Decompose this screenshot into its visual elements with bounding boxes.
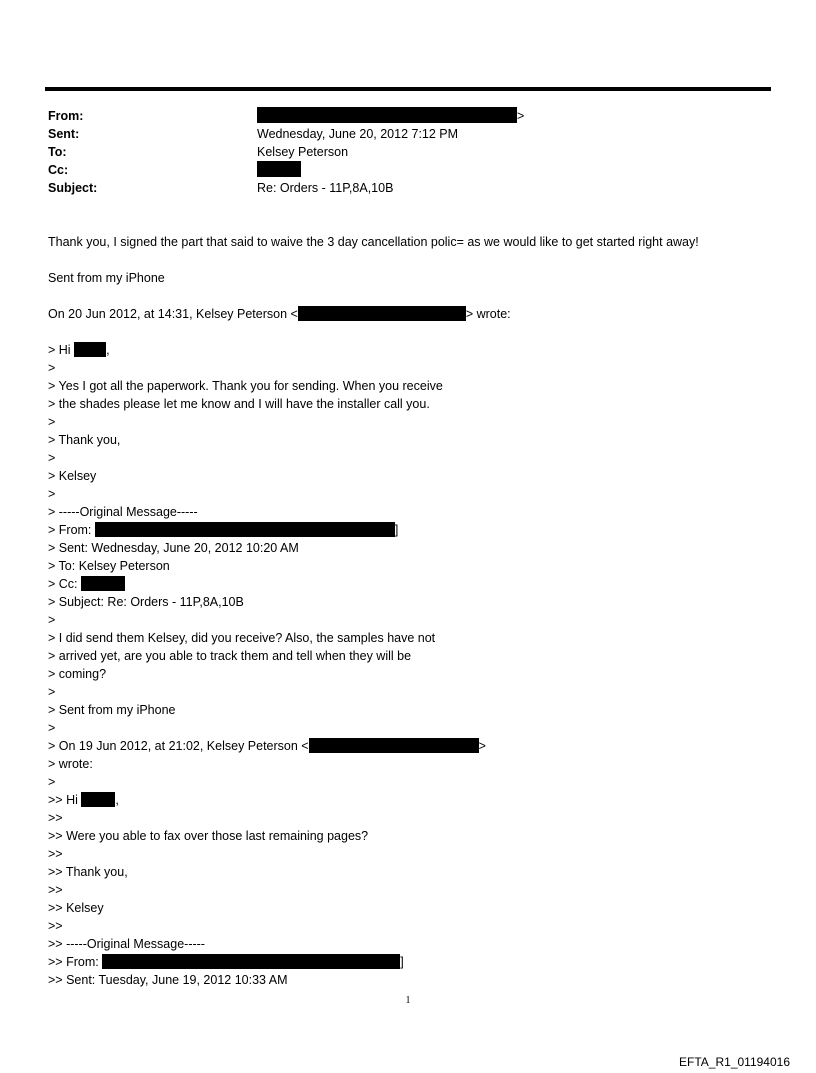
from-value: [257, 107, 524, 125]
redaction-box: [257, 161, 301, 177]
quote-line: [48, 953, 778, 971]
quote-line: [48, 341, 778, 359]
quote-line: >: [48, 451, 56, 465]
line-text: > Hi: [48, 343, 71, 357]
page-number: 1: [405, 995, 411, 1006]
body-line: [48, 305, 778, 323]
quote-line: > Subject: Re: Orders - 11P,8A,10B: [48, 595, 244, 609]
quote-line: > Sent from my iPhone: [48, 703, 176, 717]
subject-label: Subject:: [48, 181, 98, 195]
quote-line: > Thank you,: [48, 433, 121, 447]
header-rule: [45, 87, 771, 91]
line-text: >> Hi: [48, 793, 78, 807]
sent-label: Sent:: [48, 127, 80, 141]
subject-value: Re: Orders - 11P,8A,10B: [257, 181, 394, 195]
quote-line: >>: [48, 883, 63, 897]
to-value: Kelsey Peterson: [257, 145, 349, 159]
line-text: > On 19 Jun 2012, at 21:02, Kelsey Peterson <: [48, 739, 309, 753]
quote-line: [48, 737, 778, 755]
quote-line: > coming?: [48, 667, 107, 681]
line-text: ]: [394, 523, 399, 537]
quote-line: >> Kelsey: [48, 901, 104, 915]
redaction-box: [102, 954, 400, 969]
redaction-box: [74, 342, 106, 357]
body-line: Sent from my iPhone: [48, 271, 165, 285]
line-text: >> From:: [48, 955, 99, 969]
quote-line: >> Were you able to fax over those last remaining pages?: [48, 829, 369, 843]
quote-line: >: [48, 415, 56, 429]
quote-line: [48, 575, 778, 593]
quote-line: >> Sent: Tuesday, June 19, 2012 10:33 AM: [48, 973, 288, 987]
quote-line: >: [48, 487, 56, 501]
redaction-box: [257, 107, 517, 123]
quote-line: > -----Original Message-----: [48, 505, 198, 519]
line-text: On 20 Jun 2012, at 14:31, Kelsey Peterson <: [48, 307, 298, 321]
line-text: > Cc:: [48, 577, 78, 591]
quote-line: >>: [48, 919, 63, 933]
line-text: > wrote:: [465, 307, 511, 321]
redaction-box: [81, 576, 125, 591]
redaction-box: [309, 738, 479, 753]
quote-line: > the shades please let me know and I will have the installer call you.: [48, 397, 430, 411]
from-suffix: >: [517, 109, 525, 123]
quote-line: > I did send them Kelsey, did you receive? Also, the samples have not: [48, 631, 436, 645]
email-body: [48, 233, 778, 989]
quote-line: >: [48, 613, 56, 627]
line-text: > From:: [48, 523, 92, 537]
quote-line: > wrote:: [48, 757, 93, 771]
redaction-box: [95, 522, 395, 537]
quote-line: [48, 791, 778, 809]
cc-label: Cc:: [48, 163, 69, 177]
document-id: EFTA_R1_01194016: [679, 1055, 790, 1069]
quote-line: > Yes I got all the paperwork. Thank you for sending. When you receive: [48, 379, 443, 393]
quote-line: > Kelsey: [48, 469, 97, 483]
quote-line: >: [48, 685, 56, 699]
quote-line: >>: [48, 847, 63, 861]
quote-line: >: [48, 775, 56, 789]
quote-line: >>: [48, 811, 63, 825]
sent-value: Wednesday, June 20, 2012 7:12 PM: [257, 127, 459, 141]
line-text: ,: [106, 343, 110, 357]
quote-line: >> Thank you,: [48, 865, 128, 879]
line-text: ]: [400, 955, 404, 969]
body-line: Thank you, I signed the part that said to waive the 3 day cancellation polic= as we would like to get started right away!: [48, 235, 699, 249]
quote-line: [48, 521, 778, 539]
quote-line: > Sent: Wednesday, June 20, 2012 10:20 AM: [48, 541, 299, 555]
to-label: To:: [48, 145, 67, 159]
quote-line: >: [48, 361, 56, 375]
redaction-box: [298, 306, 466, 321]
quote-line: >> -----Original Message-----: [48, 937, 205, 951]
line-text: ,: [115, 793, 119, 807]
redaction-box: [81, 792, 115, 807]
quote-line: > To: Kelsey Peterson: [48, 559, 170, 573]
cc-value: [257, 161, 301, 179]
line-text: >: [478, 739, 486, 753]
from-label: From:: [48, 109, 84, 123]
quote-line: >: [48, 721, 56, 735]
quote-line: > arrived yet, are you able to track them and tell when they will be: [48, 649, 412, 663]
